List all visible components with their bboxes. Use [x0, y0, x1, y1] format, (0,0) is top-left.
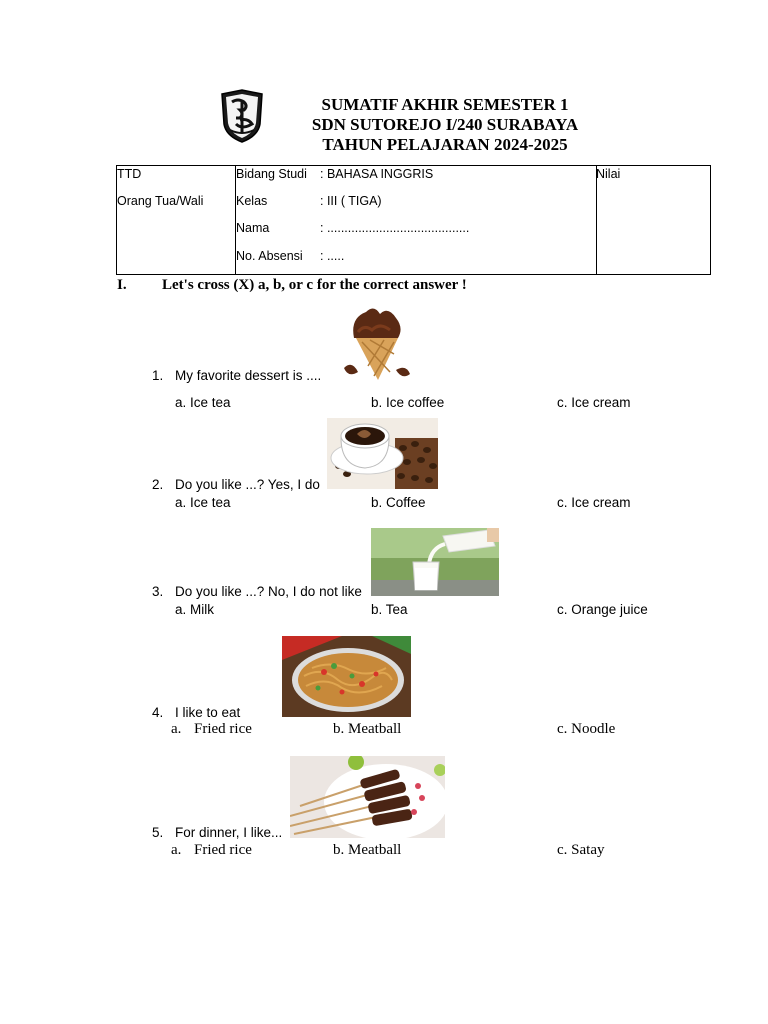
question-3-option-b[interactable]: b. Tea: [371, 602, 408, 617]
question-5-option-a-letter[interactable]: a.: [171, 842, 182, 858]
nama-value[interactable]: : .........................................: [320, 221, 470, 235]
bidang-studi-value: : BAHASA INGGRIS: [320, 167, 434, 181]
question-5-option-c[interactable]: c. Satay: [557, 842, 605, 858]
question-5-text: For dinner, I like...: [175, 825, 283, 840]
title-line-1: SUMATIF AKHIR SEMESTER 1: [321, 95, 569, 114]
question-1-option-a[interactable]: a. Ice tea: [175, 395, 231, 410]
question-5-number: 5.: [152, 825, 164, 840]
kelas-value: : III ( TIGA): [320, 194, 382, 208]
city-emblem-icon: [218, 88, 266, 144]
milk-glass-image: [371, 528, 499, 596]
question-4-option-c[interactable]: c. Noodle: [557, 721, 616, 737]
coffee-cup-image: [327, 418, 438, 489]
absensi-label: No. Absensi: [236, 249, 303, 263]
question-1-text: My favorite dessert is ....: [175, 368, 322, 383]
bidang-studi-label: Bidang Studi: [236, 167, 307, 181]
question-1-option-b[interactable]: b. Ice coffee: [371, 395, 445, 410]
question-2-option-a[interactable]: a. Ice tea: [175, 495, 231, 510]
question-2-option-c[interactable]: c. Ice cream: [557, 495, 631, 510]
ttd-label: TTD: [117, 167, 142, 181]
absensi-value[interactable]: : .....: [320, 249, 345, 263]
nilai-label: Nilai: [596, 167, 621, 181]
section-number: I.: [117, 277, 127, 293]
satay-plate-image: [290, 756, 445, 838]
question-2-text: Do you like ...? Yes, I do: [175, 477, 320, 492]
table-divider-2: [596, 166, 597, 274]
question-1-option-c[interactable]: c. Ice cream: [557, 395, 631, 410]
question-2-number: 2.: [152, 477, 164, 492]
question-5-option-a[interactable]: Fried rice: [194, 842, 252, 858]
section-instruction: Let's cross (X) a, b, or c for the correct answer !: [162, 277, 467, 293]
question-4-number: 4.: [152, 705, 164, 720]
orang-tua-label: Orang Tua/Wali: [117, 194, 204, 208]
question-5-option-b[interactable]: b. Meatball: [333, 842, 402, 858]
question-3-option-a[interactable]: a. Milk: [175, 602, 215, 617]
nama-label: Nama: [236, 221, 270, 235]
question-2-option-b[interactable]: b. Coffee: [371, 495, 426, 510]
question-4-text: I like to eat: [175, 705, 241, 720]
title-line-3: TAHUN PELAJARAN 2024-2025: [322, 135, 568, 154]
question-3-number: 3.: [152, 584, 164, 599]
question-1-number: 1.: [152, 368, 164, 383]
title-line-2: SDN SUTOREJO I/240 SURABAYA: [311, 115, 579, 134]
noodle-plate-image: [282, 636, 411, 717]
question-3-text: Do you like ...? No, I do not like: [175, 584, 362, 599]
info-table: [116, 165, 711, 275]
question-4-option-a[interactable]: Fried rice: [194, 721, 252, 737]
question-3-option-c[interactable]: c. Orange juice: [557, 602, 648, 617]
question-4-option-b[interactable]: b. Meatball: [333, 721, 402, 737]
question-4-option-a-letter[interactable]: a.: [171, 721, 182, 737]
kelas-label: Kelas: [236, 194, 268, 208]
ice-cream-cone-image: [340, 302, 412, 382]
